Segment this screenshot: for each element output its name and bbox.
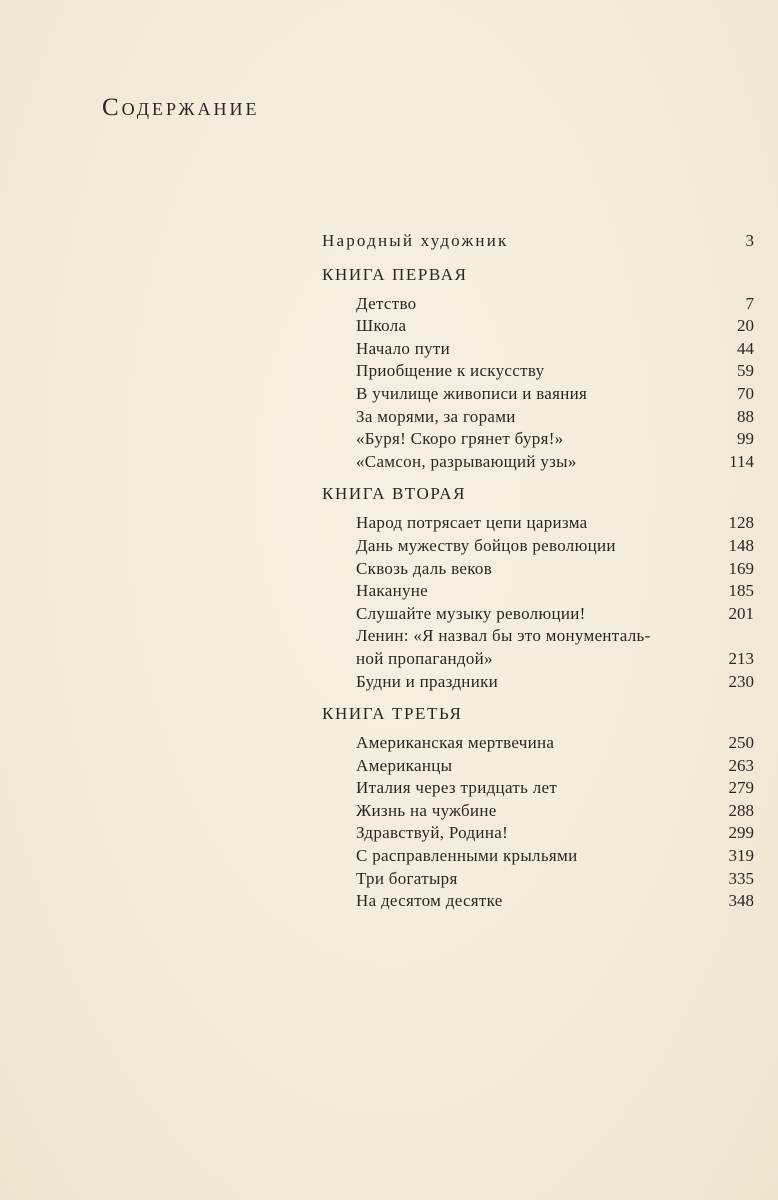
toc-entry-label: Начало пути [356, 338, 451, 358]
toc-entry-page: 7 [745, 293, 754, 313]
toc-entry-page: 99 [737, 429, 754, 449]
toc-entry-label: Детство [356, 293, 417, 313]
toc-entry-label: Приобщение к искусству [356, 361, 545, 381]
toc-entry-label: С расправленными крыльями [356, 846, 578, 866]
toc-entry [322, 360, 754, 383]
toc-entry [322, 383, 754, 406]
toc-entry-label: Накануне [356, 581, 429, 601]
toc-entry-page: 335 [728, 868, 754, 888]
toc-entry [322, 671, 754, 694]
toc-entry-page: 348 [728, 891, 754, 911]
toc-entry [322, 293, 754, 316]
section-title: КНИГА ВТОРАЯ [322, 484, 467, 504]
toc-entry-page: 213 [728, 648, 754, 668]
toc-entry [322, 428, 754, 451]
toc-entry [322, 315, 754, 338]
toc-entry [322, 648, 754, 671]
toc-entry-page: 250 [728, 733, 754, 753]
toc-entry-page: 230 [728, 671, 754, 691]
toc-entry-page: 288 [728, 800, 754, 820]
toc-entry [322, 755, 754, 778]
toc-entry-label: Американцы [356, 755, 453, 775]
toc-entry-page: 279 [728, 778, 754, 798]
toc-section-book-two [322, 483, 754, 693]
toc-entry-page: 44 [737, 338, 754, 358]
toc-entry-label: Жизнь на чужбине [356, 800, 497, 820]
toc-section-book-one [322, 264, 754, 474]
toc-entry-page: 201 [728, 603, 754, 623]
toc-entry-page: 88 [737, 406, 754, 426]
toc-entry [322, 732, 754, 755]
toc-entry [322, 625, 754, 648]
toc-entry-page: 114 [729, 451, 754, 471]
toc-section-book-three [322, 703, 754, 913]
toc-entry-label: Народный художник [322, 231, 509, 250]
toc-entry-label: Италия через тридцать лет [356, 778, 558, 798]
toc-intro-entry [322, 230, 754, 253]
toc-entry-label: «Буря! Скоро грянет буря!» [356, 429, 564, 449]
toc-entry-label: ной пропагандой» [356, 648, 493, 668]
toc-entry [322, 406, 754, 429]
toc-entry-page: 3 [745, 231, 754, 250]
toc-entry-label: Ленин: «Я назвал бы это монументаль- [356, 626, 651, 646]
toc-entry-page: 169 [728, 558, 754, 578]
toc-entry [322, 800, 754, 823]
toc-entry [322, 512, 754, 535]
page-title: Содержание [102, 94, 260, 121]
toc-entry [322, 580, 754, 603]
toc-entry [322, 868, 754, 891]
toc-entry-page: 263 [728, 755, 754, 775]
toc-entry-label: Три богатыря [356, 868, 458, 888]
toc-entry-page: 319 [728, 846, 754, 866]
section-title: КНИГА ПЕРВАЯ [322, 264, 468, 284]
toc-entry-page: 128 [728, 513, 754, 533]
toc-entry-label: Дань мужеству бойцов революции [356, 535, 616, 555]
toc-entry-label: На десятом десятке [356, 891, 503, 911]
toc-entry-label: Сквозь даль веков [356, 558, 493, 578]
toc-entry [322, 535, 754, 558]
toc-entry [322, 451, 754, 474]
toc-entry-page: 148 [728, 535, 754, 555]
toc-entry-label: Школа [356, 316, 407, 336]
toc-entry-page: 299 [728, 823, 754, 843]
toc-entry [322, 822, 754, 845]
toc-entry-label: За морями, за горами [356, 406, 516, 426]
toc-entry [322, 845, 754, 868]
toc-entry-label: Народ потрясает цепи царизма [356, 513, 588, 533]
toc-entry [322, 603, 754, 626]
toc-entry-label: Будни и праздники [356, 671, 499, 691]
toc-entry-label: В училище живописи и ваяния [356, 383, 588, 403]
toc-entry-page: 59 [737, 361, 754, 381]
toc-entry-label: Американская мертвечина [356, 733, 555, 753]
section-title: КНИГА ТРЕТЬЯ [322, 704, 463, 724]
toc-entry-page: 20 [737, 316, 754, 336]
toc-entry [322, 558, 754, 581]
toc-entry-label: Слушайте музыку революции! [356, 603, 586, 623]
toc-entry [322, 890, 754, 913]
toc-entry-page: 185 [728, 581, 754, 601]
toc-entry-label: Здравствуй, Родина! [356, 823, 509, 843]
toc-entry-label: «Самсон, разрывающий узы» [356, 451, 577, 471]
toc-entry [322, 338, 754, 361]
toc-entry-page: 70 [737, 383, 754, 403]
toc-entry [322, 777, 754, 800]
table-of-contents [322, 230, 754, 923]
